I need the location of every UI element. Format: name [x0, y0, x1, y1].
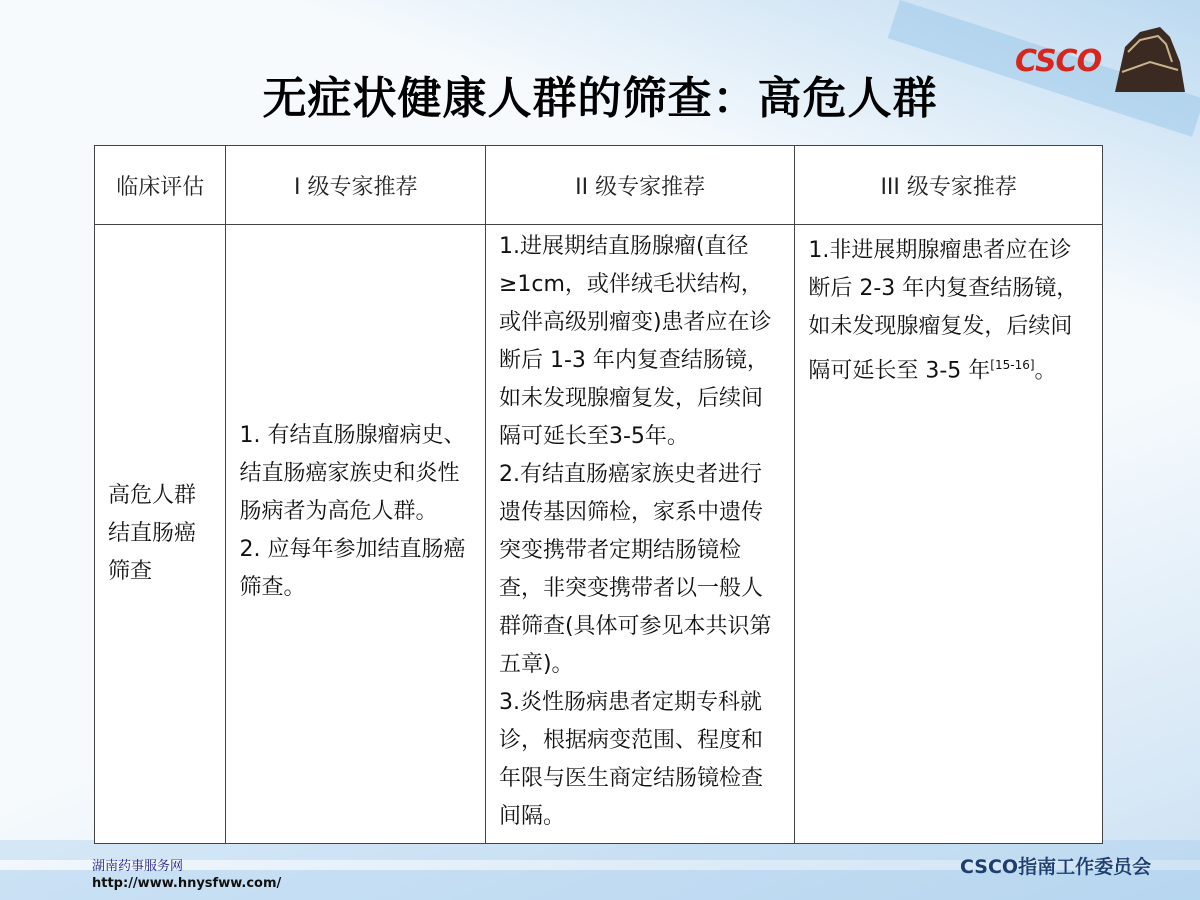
- header-assessment: 临床评估: [95, 146, 226, 225]
- level-3-cell: [795, 225, 1103, 844]
- level-1-item: 2. 应每年参加结直肠癌筛查。: [239, 537, 466, 600]
- level-1-item: 1. 有结直肠腺瘤病史、结直肠癌家族史和炎性肠病者为高危人群。: [239, 423, 466, 524]
- level-3-end: 。: [1034, 358, 1057, 384]
- level-2-item: 3.炎性肠病患者定期专科就诊，根据病变范围、程度和年限与医生商定结肠镜检查间隔。: [498, 690, 763, 829]
- level-2-cell: [485, 225, 794, 844]
- csco-logo-text: CSCO: [1015, 44, 1102, 79]
- recommendation-table: [94, 145, 1103, 844]
- table-header-row: [95, 146, 1103, 225]
- level-2-item: 2.有结直肠癌家族史者进行遗传基因筛检，家系中遗传突变携带者定期结肠镜检查，非突变携带者以一般人群筛查(具体可参见本共识第五章)。: [498, 462, 772, 677]
- level-2-item: 1.进展期结直肠腺瘤(直径≥1cm，或伴绒毛状结构，或伴高级别瘤变)患者应在诊断后 1-3 年内复查结肠镜，如未发现腺瘤复发，后续间隔可延长至3-5年。: [498, 234, 772, 449]
- footer-org: 湖南药事服务网: [92, 859, 184, 874]
- assessment-text: 高危人群结直肠癌筛查: [108, 483, 197, 584]
- footer-committee: CSCO指南工作委员会: [960, 856, 1152, 878]
- table-row: [95, 225, 1103, 844]
- footer-url[interactable]: http://www.hnysfww.com/: [92, 876, 282, 891]
- header-level-1: I 级专家推荐: [226, 146, 486, 225]
- level-3-text: 1.非进展期腺瘤患者应在诊断后 2-3 年内复查结肠镜，如未发现腺瘤复发，后续间隔可延长至 3-5 年: [808, 238, 1079, 384]
- footer-source: [92, 858, 281, 892]
- assessment-cell: [95, 225, 226, 844]
- level-1-cell: [226, 225, 486, 844]
- header-level-2: II 级专家推荐: [485, 146, 794, 225]
- slide-title: 无症状健康人群的筛查：高危人群: [262, 73, 938, 124]
- level-3-reference: [15-16]: [990, 358, 1035, 372]
- header-level-3: III 级专家推荐: [795, 146, 1103, 225]
